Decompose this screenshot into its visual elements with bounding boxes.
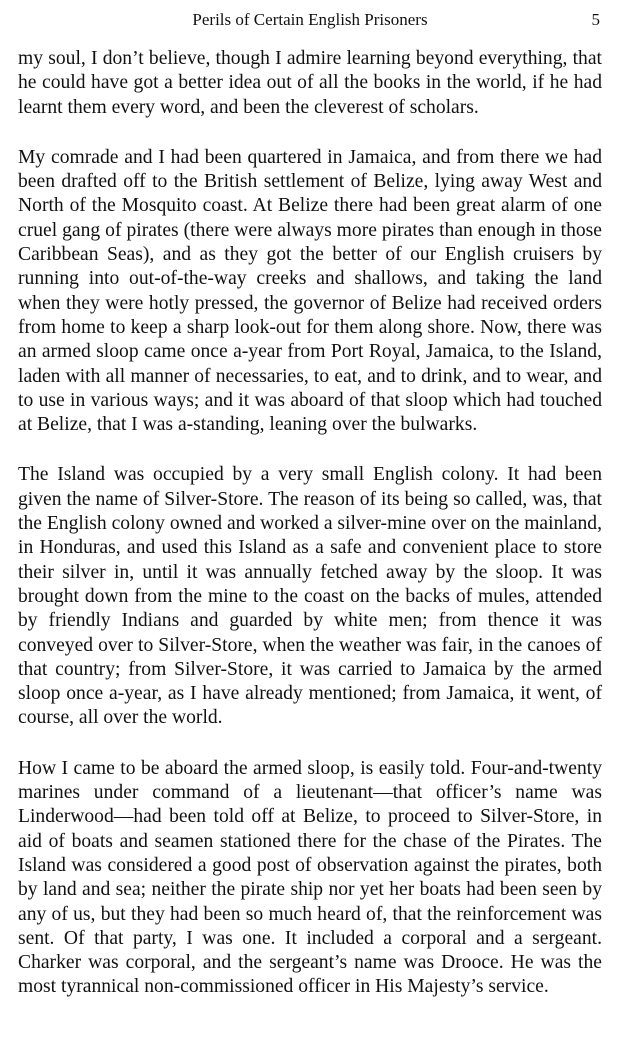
paragraph-3: The Island was occupied by a very small English colony. It had been given the name of Silver-Store. The reason of its being so called, was, that the English colony owned and worked a silver-mine over on the mainland, in Honduras, and used this Island as a safe and convenient place to store their silver in, until it was annually fetched away by the sloop. It was brought down from the mine to the coast on the backs of mules, attended by friendly Indians and guarded by white men; from thence it was conveyed over to Silver-Store, when the weather was fair, in the canoes of that country; from Silver-Store, it was carried to Jamaica by the armed sloop once a-year, as I have already mentioned; from Jamaica, it went, of course, all over the world. bbox=[18, 464, 603, 729]
body-text bbox=[18, 47, 602, 1000]
running-title: Perils of Certain English Prisoners bbox=[192, 10, 428, 29]
page-number: 5 bbox=[591, 10, 600, 29]
running-head bbox=[18, 8, 602, 32]
paragraph-2: My comrade and I had been quartered in Jamaica, and from there we had been drafted off to the British settlement of Belize, lying away West and North of the Mosquito coast. At Belize there had been great alarm of one cruel gang of pirates (there were always more pirates than enough in those Caribbean Seas), and as they got the better of our English cruisers by running into out-of-the-way creeks and shallows, and taking the land when they were hotly pressed, the governor of Belize had received orders from home to keep a sharp look-out for them along shore. Now, there was an armed sloop came once a-year from Port Royal, Jamaica, to the Island, laden with all manner of necessaries, to eat, and to drink, and to wear, and to use in various ways; and it was aboard of that sloop which had touched at Belize, that I was a-standing, leaning over the bulwarks. bbox=[18, 146, 602, 436]
paragraph-1: my soul, I don’t believe, though I admire learning beyond everything, that he could have got a better idea out of all the books in the world, if he had learnt them every word, and been the cleverest of scholars. bbox=[18, 48, 602, 118]
paragraph-4: How I came to be aboard the armed sloop, is easily told. Four-and-twenty marines under command of a lieutenant—that officer’s name was Linderwood—had been told off at Belize, to proceed to Silver-Store, in aid of boats and seamen stationed there for the chase of the Pirates. The Island was considered a good post of observation against the pirates, both by land and sea; neither the pirate ship nor yet her boats had been seen by any of us, but they had been so much heard of, that the reinforcement was sent. Of that party, I was one. It included a corporal and a sergeant. Charker was corporal, and the sergeant’s name was Drooce. He was the most tyrannical non-commissioned officer in His Majesty’s service. bbox=[18, 757, 602, 998]
